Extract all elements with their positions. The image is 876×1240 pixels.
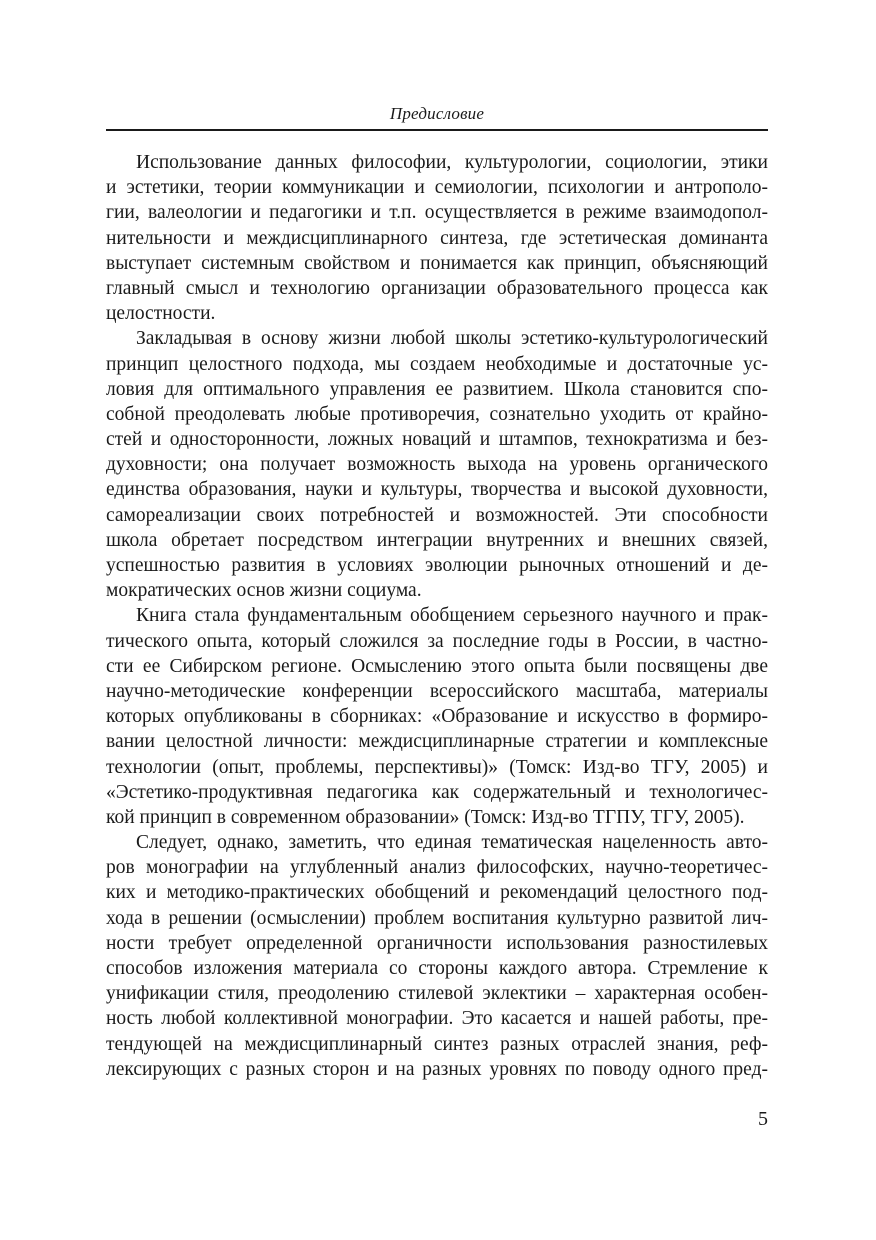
text-line: мократических основ жизни социума. — [106, 580, 422, 602]
text-line: ность любой коллективной монографии. Это касается и нашей работы, пре- — [106, 1008, 768, 1030]
text-line: ловия для оптимального управления ее развитием. Школа становится спо- — [106, 378, 768, 400]
text-line: главный смысл и технологию организации образовательного процесса как — [106, 277, 768, 299]
text-line: и эстетики, теории коммуникации и семиологии, психологии и антрополо- — [106, 177, 768, 199]
text-line: выступает системным свойством и понимается как принцип, объясняющий — [106, 252, 768, 274]
text-line: сти ее Сибирском регионе. Осмыслению этого опыта были посвящены две — [106, 655, 768, 677]
text-line: способов изложения материала со стороны каждого автора. Стремление к — [106, 958, 768, 979]
text-line: кой принцип в современном образовании» (Томск: Изд-во ТГПУ, ТГУ, 2005). — [106, 806, 745, 828]
paragraph — [106, 603, 768, 830]
paragraph — [106, 830, 768, 1082]
paragraph — [106, 326, 768, 603]
text-line: Использование данных философии, культурологии, социологии, этики — [136, 152, 768, 173]
text-line: стей и односторонности, ложных новаций и штампов, технократизма и без- — [106, 429, 768, 451]
text-line: Следует, однако, заметить, что единая тематическая нацеленность авто- — [136, 832, 768, 854]
text-line: школа обретает посредством интеграции внутренних и внешних связей, — [106, 529, 768, 551]
text-line: лексирующих с разных сторон и на разных уровнях по поводу одного пред- — [106, 1058, 768, 1080]
text-line: принцип целостного подхода, мы создаем необходимые и достаточные ус- — [106, 353, 768, 375]
text-line: ких и методико-практических обобщений и рекомендаций целостного под- — [106, 882, 768, 904]
text-line: унификации стиля, преодолению стилевой эклектики – характерная особен- — [106, 983, 768, 1005]
text-line: научно-методические конференции всероссийского масштаба, материалы — [106, 680, 768, 702]
text-line: успешностью развития в условиях эволюции рыночных отношений и де- — [106, 555, 768, 576]
text-line: ров монографии на углубленный анализ философских, научно-теоретичес- — [106, 857, 768, 879]
text-line: Закладывая в основу жизни любой школы эстетико-культурологический — [136, 328, 768, 350]
text-line: технологии (опыт, проблемы, перспективы)» (Томск: Изд-во ТГУ, 2005) и — [106, 756, 768, 778]
header-rule — [106, 129, 768, 131]
text-line: духовности; она получает возможность выхода на уровень органического — [106, 454, 768, 476]
running-header: Предисловие — [389, 104, 485, 123]
body-text — [106, 150, 768, 1082]
text-line: тического опыта, который сложился за последние годы в России, в частно- — [106, 630, 768, 652]
text-line: самореализации своих потребностей и возможностей. Эти способности — [106, 504, 768, 526]
text-line: целостности. — [106, 303, 216, 325]
text-line: ности требует определенной органичности использования разностилевых — [106, 932, 768, 954]
text-line: которых опубликованы в сборниках: «Образование и искусство в формиро- — [106, 706, 768, 728]
text-line: собной преодолевать любые противоречия, сознательно уходить от крайно- — [106, 403, 768, 425]
text-line: вании целостной личности: междисциплинарные стратегии и комплексные — [106, 731, 768, 753]
text-line: тендующей на междисциплинарный синтез разных отраслей знания, реф- — [106, 1033, 768, 1055]
text-line: единства образования, науки и культуры, творчества и высокой духовности, — [106, 479, 768, 501]
paragraph — [106, 150, 768, 326]
text-line: «Эстетико-продуктивная педагогика как содержательный и технологичес- — [106, 781, 768, 803]
text-line: нительности и междисциплинарного синтеза, где эстетическая доминанта — [106, 227, 768, 249]
text-line: Книга стала фундаментальным обобщением серьезного научного и прак- — [136, 605, 768, 627]
page-number: 5 — [758, 1108, 768, 1130]
text-line: гии, валеологии и педагогики и т.п. осуществляется в режиме взаимодопол- — [106, 202, 768, 224]
text-line: хода в решении (осмыслении) проблем воспитания культурно развитой лич- — [106, 907, 768, 929]
